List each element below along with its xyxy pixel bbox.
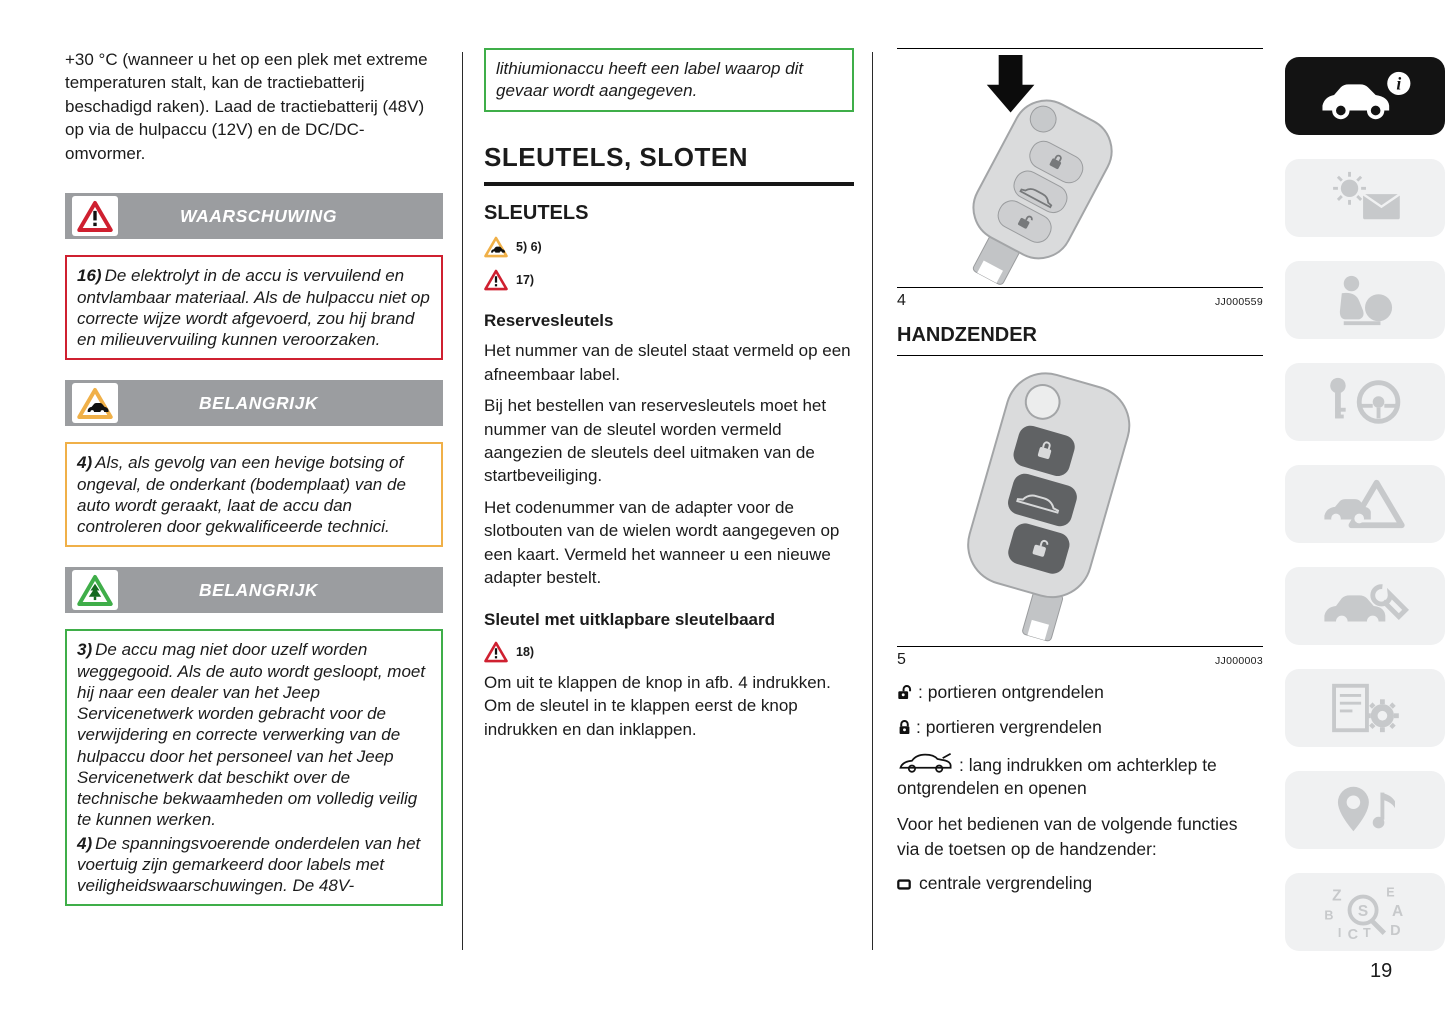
continuation-note-box: [484, 48, 854, 112]
subsection-title: SLEUTELS: [484, 202, 589, 225]
important-icon-wrap-2: [72, 570, 118, 610]
svg-text:S: S: [1357, 902, 1369, 920]
column-divider-left: [462, 52, 463, 950]
figure-number: 5: [897, 651, 906, 668]
important-banner-2: [65, 567, 443, 613]
important-banner-2-label: BELANGRIJK: [198, 579, 318, 600]
tile-service: [1285, 567, 1445, 645]
svg-text:Z: Z: [1332, 887, 1342, 905]
figure-4-caption: [897, 287, 1263, 310]
reserve-paragraph-1: Het nummer van de sleutel staat vermeld op een afneembaar label.: [484, 341, 851, 384]
car-damage-triangle-icon: [77, 387, 113, 420]
warning-triangle-icon: [484, 269, 508, 291]
note-text: De spanningsvoerende onderdelen van het voertuig zijn gemarkeerd door labels met veiligheidswaarschuwingen. De 48V-: [77, 833, 421, 896]
car-tailgate-icon: [897, 751, 955, 774]
flip-key-illustration: [897, 49, 1263, 287]
legend-lock: [897, 716, 1263, 739]
section-index-sidebar: [1285, 57, 1445, 975]
warning-icon-wrap: [72, 196, 118, 236]
warning-ref-label-2: 18): [516, 644, 535, 659]
legend-tailgate: [897, 751, 1263, 800]
note-number: 16): [77, 266, 102, 286]
page-number: 19: [1370, 960, 1393, 982]
important-note-paragraph-1: [77, 452, 431, 537]
svg-text:E: E: [1386, 885, 1395, 900]
technical-data-icon: [1315, 679, 1415, 737]
note-number: 3): [77, 640, 93, 660]
important-icon-wrap-1: [72, 383, 118, 423]
important-note-paragraph-2b: [77, 833, 431, 897]
svg-text:B: B: [1324, 908, 1334, 923]
button-square-icon: [897, 879, 911, 890]
section-title: SLEUTELS, SLOTEN: [484, 142, 854, 186]
tile-safety: [1285, 261, 1445, 339]
car-info-icon: [1315, 67, 1415, 125]
legend-text: : lang indrukken om achterklep te ontgrendelen en openen: [897, 755, 1217, 799]
tile-warning-lights: [1285, 465, 1445, 543]
reserve-paragraph-3: Het codenummer van de adapter voor de slotbouten van de wielen wordt aangegeven op een kaart. Vermeld het wanneer u een nieuwe adapter bestelt.: [484, 497, 840, 588]
figure-4: [897, 48, 1263, 310]
svg-text:A: A: [1392, 902, 1404, 920]
important-ref-row: [484, 236, 854, 258]
warning-banner-label: WAARSCHUWING: [180, 205, 337, 226]
warning-lights-icon: [1315, 475, 1415, 533]
svg-text:T: T: [1363, 926, 1371, 941]
flip-key-heading: Sleutel met uitklapbare sleutelbaard: [484, 609, 775, 629]
flip-key-paragraph: Om uit te klappen de knop in afb. 4 indrukken. Om de sleutel in te klappen eerst de knop indrukken en dan inklappen.: [484, 672, 831, 739]
svg-text:i: i: [1396, 73, 1402, 94]
tile-car-info: [1285, 57, 1445, 135]
tile-alphabetical-index: [1285, 873, 1445, 951]
legend-unlock: [897, 681, 1263, 704]
warning-ref-row: [484, 269, 854, 291]
note-text: Als, als gevolg van een hevige botsing of ongeval, de onderkant (bodemplaat) van de auto wordt geraakt, laat de accu dan controleren door gekwalificeerde technici.: [77, 453, 406, 537]
svg-text:C: C: [1347, 927, 1359, 941]
warning-ref-label: 17): [516, 273, 535, 288]
note-number: 4): [77, 453, 93, 473]
handzender-title: HANDZENDER: [897, 324, 1037, 346]
figure-code: JJ000003: [1214, 655, 1263, 667]
car-damage-triangle-icon: [484, 236, 508, 258]
figure-code: JJ000559: [1214, 296, 1263, 308]
intro-paragraph: +30 °C (wanneer u het op een plek met extreme temperaturen stalt, kan de tractiebatterij beschadigd raken). Laad de tractiebatterij (48V) op via de hulpaccu (12V) en de DC/DC-omvormer.: [65, 50, 428, 163]
tile-starting-driving: [1285, 363, 1445, 441]
tile-multimedia: [1285, 771, 1445, 849]
alphabetical-index-icon: [1315, 883, 1415, 941]
dashboard-controls-icon: [1315, 169, 1415, 227]
reserve-keys-heading: Reservesleutels: [484, 311, 614, 331]
important-banner-1: [65, 380, 443, 426]
important-note-box-2: [65, 629, 443, 906]
warning-note-paragraph: [77, 265, 431, 350]
important-banner-1-label: BELANGRIJK: [198, 392, 318, 413]
tile-technical-data: [1285, 669, 1445, 747]
multimedia-icon: [1315, 781, 1415, 839]
middle-column: [484, 48, 854, 741]
figure-5-caption: [897, 646, 1263, 669]
column-divider-right: [872, 52, 873, 950]
note-text: De elektrolyt in de accu is vervuilend en ontvlambaar materiaal. Als de hulpaccu niet op correcte wijze wordt afgevoerd, zou hij brand en milieuvervuiling kunnen veroorzaken.: [77, 266, 430, 350]
left-column: [65, 48, 443, 926]
padlock-closed-icon: [897, 719, 912, 736]
legend-text: : portieren ontgrendelen: [918, 682, 1104, 702]
handzender-outro: Voor het bedienen van de volgende functies via de toetsen op de handzender:: [897, 814, 1238, 859]
service-wrench-icon: [1315, 577, 1415, 635]
warning-ref-row-2: [484, 641, 854, 663]
svg-text:D: D: [1390, 923, 1401, 940]
note-number: 4): [77, 833, 93, 853]
remote-key-illustration: [897, 356, 1263, 646]
safety-airbag-icon: [1315, 271, 1415, 329]
important-note-paragraph-2a: [77, 639, 431, 830]
central-locking-row: [897, 873, 1263, 894]
important-note-box-1: [65, 442, 443, 547]
warning-banner: [65, 193, 443, 239]
environment-tree-triangle-icon: [77, 574, 113, 607]
legend-text: : portieren vergrendelen: [916, 717, 1102, 738]
warning-note-box: [65, 255, 443, 360]
starting-driving-icon: [1315, 373, 1415, 431]
bullet-text: centrale vergrendeling: [919, 872, 1093, 893]
figure-5: [897, 355, 1263, 669]
svg-text:I: I: [1337, 926, 1342, 941]
important-ref-label: 5) 6): [516, 240, 542, 255]
padlock-open-icon: [897, 684, 914, 701]
figure-number: 4: [897, 292, 906, 309]
warning-triangle-icon: [484, 641, 508, 663]
continuation-note-text: lithiumionaccu heeft een label waarop dit gevaar wordt aangegeven.: [496, 59, 804, 101]
right-column: [897, 48, 1263, 894]
reserve-paragraph-2: Bij het bestellen van reservesleutels moet het nummer van de sleutel worden vermeld aangezien de sleutels deel uitmaken van de startbeveiliging.: [484, 396, 827, 486]
tile-dashboard-controls: [1285, 159, 1445, 237]
note-text: De accu mag niet door uzelf worden weggegooid. Als de auto wordt gesloopt, moet hij naar een dealer van het Jeep Servicenetwerk worden gebracht voor de verwijdering en correcte verwerking van de hulpaccu door het personeel van het Jeep Servicenetwerk dat beschikt over de technische bekwaamheden om volledig veilig te kunnen werken.: [77, 640, 426, 830]
warning-triangle-icon: [77, 200, 113, 233]
